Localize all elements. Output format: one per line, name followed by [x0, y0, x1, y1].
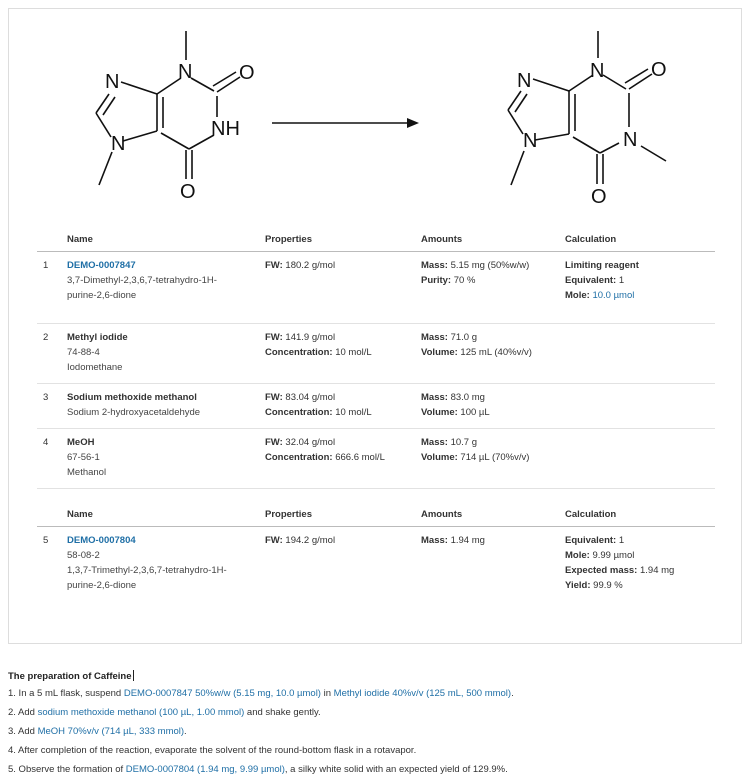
compound-iupac: 3,7-Dimethyl-2,3,6,7-tetrahydro-1H-: [67, 275, 217, 286]
reagent-link[interactable]: Methyl iodide 40%v/v (125 mL, 500 mmol): [333, 688, 512, 699]
header-name: Name: [63, 230, 261, 252]
fw-label: FW:: [265, 392, 283, 403]
atom-o: O: [591, 186, 607, 208]
cell-properties: [261, 527, 417, 602]
reaction-panel: [8, 8, 742, 644]
step-text: 4. After completion of the reaction, evaporate the solvent of the round-bottom flask in a rotavapor.: [8, 745, 417, 756]
procedure-step: [8, 708, 744, 718]
equivalent-value: 1: [618, 275, 625, 286]
header-properties: Properties: [261, 230, 417, 252]
cell-name: [63, 324, 261, 384]
compound-name: MeOH: [67, 437, 95, 448]
compound-cas: 58-08-2: [67, 550, 100, 561]
compound-link[interactable]: DEMO-0007804: [67, 535, 136, 546]
procedure-title[interactable]: [8, 670, 744, 682]
reactants-table: [37, 230, 715, 489]
cell-properties: [261, 384, 417, 429]
cell-calculation: [561, 527, 715, 602]
table-row[interactable]: [37, 252, 715, 324]
reagent-link[interactable]: DEMO-0007847 50%w/w (5.15 mg, 10.0 µmol): [123, 688, 321, 699]
table-row[interactable]: [37, 429, 715, 489]
volume-value: 714 µL (70%v/v): [460, 452, 530, 463]
header-amounts: Amounts: [417, 230, 561, 252]
equivalent-value: 1: [618, 535, 625, 546]
table-row[interactable]: [37, 527, 715, 602]
mass-label: Mass:: [421, 392, 448, 403]
mass-value: 83.0 mg: [450, 392, 485, 403]
mass-value: 5.15 mg (50%w/w): [450, 260, 530, 271]
step-text: 5. Observe the formation of: [8, 764, 126, 775]
concentration-label: Concentration:: [265, 407, 333, 418]
equivalent-label: Equivalent:: [565, 535, 617, 546]
procedure-step: [8, 689, 744, 699]
row-index: 4: [37, 429, 63, 489]
equivalent-label: Equivalent:: [565, 275, 617, 286]
cell-name: [63, 527, 261, 602]
cell-calculation: [561, 429, 715, 489]
atom-n: N: [517, 70, 532, 92]
compound-iupac: Iodomethane: [67, 362, 123, 373]
cell-name: [63, 252, 261, 324]
cell-calculation: [561, 324, 715, 384]
volume-value: 125 mL (40%v/v): [460, 347, 532, 358]
compound-name: Methyl iodide: [67, 332, 128, 343]
procedure-step: [8, 765, 744, 775]
volume-value: 100 µL: [460, 407, 490, 418]
fw-label: FW:: [265, 535, 283, 546]
purity-value: 70 %: [453, 275, 476, 286]
theobromine-structure: [96, 31, 240, 185]
mass-value: 10.7 g: [450, 437, 477, 448]
compound-iupac-cont: purine-2,6-dione: [67, 290, 137, 301]
cell-name: [63, 429, 261, 489]
table-row[interactable]: [37, 324, 715, 384]
step-text: 2. Add: [8, 707, 38, 718]
compound-name: Sodium methoxide methanol: [67, 392, 197, 403]
cell-amounts: [417, 252, 561, 324]
step-text: in: [320, 688, 334, 699]
step-text: 1. In a 5 mL flask, suspend: [8, 688, 124, 699]
procedure-editor[interactable]: [8, 670, 744, 784]
header-index: [37, 505, 63, 527]
fw-label: FW:: [265, 332, 283, 343]
row-index: 5: [43, 535, 49, 546]
yield-value: 99.9 %: [593, 580, 623, 591]
products-table: [37, 505, 715, 601]
compound-iupac: Sodium 2-hydroxyacetaldehyde: [67, 407, 201, 418]
product-link[interactable]: DEMO-0007804 (1.94 mg, 9.99 µmol): [125, 764, 285, 775]
mass-value: 1.94 mg: [450, 535, 485, 546]
header-calculation: Calculation: [561, 230, 715, 252]
yield-label: Yield:: [565, 580, 591, 591]
atom-o: O: [239, 62, 255, 84]
atom-o: O: [180, 181, 196, 203]
mass-label: Mass:: [421, 332, 448, 343]
step-text: , a silky white solid with an expected yield of 129.9%.: [284, 764, 508, 775]
row-index: 2: [37, 324, 63, 384]
mole-value: 9.99 µmol: [592, 550, 635, 561]
cell-amounts: [417, 324, 561, 384]
header-name: Name: [63, 505, 261, 527]
mass-value: 71.0 g: [450, 332, 477, 343]
expected-mass-value: 1.94 mg: [639, 565, 675, 576]
atom-n: N: [178, 61, 193, 83]
compound-cas: 74-88-4: [67, 347, 100, 358]
step-text: and shake gently.: [244, 707, 321, 718]
volume-label: Volume:: [421, 452, 458, 463]
row-index: 1: [37, 252, 63, 324]
mole-label: Mole:: [565, 550, 590, 561]
concentration-value: 10 mol/L: [335, 407, 372, 418]
fw-label: FW:: [265, 437, 283, 448]
reagent-link[interactable]: MeOH 70%v/v (714 µL, 333 mmol): [37, 726, 185, 737]
procedure-step: [8, 746, 744, 756]
atom-nh: NH: [211, 118, 240, 140]
cell-properties: [261, 324, 417, 384]
table-header-row: [37, 505, 715, 527]
mole-value[interactable]: 10.0 µmol: [592, 290, 635, 301]
mass-label: Mass:: [421, 260, 448, 271]
cell-properties: [261, 429, 417, 489]
atom-o: O: [651, 59, 667, 81]
fw-value: 180.2 g/mol: [285, 260, 336, 271]
purity-label: Purity:: [421, 275, 452, 286]
cell-calculation: [561, 384, 715, 429]
expected-mass-label: Expected mass:: [565, 565, 638, 576]
atom-n: N: [623, 129, 638, 151]
row-index: 3: [37, 384, 63, 429]
step-text: 3. Add: [8, 726, 38, 737]
compound-iupac: 1,3,7-Trimethyl-2,3,6,7-tetrahydro-1H-: [67, 565, 227, 576]
table-header-row: [37, 230, 715, 252]
reaction-arrow: [272, 118, 419, 128]
concentration-label: Concentration:: [265, 347, 333, 358]
step-text: .: [184, 726, 187, 737]
compound-link[interactable]: DEMO-0007847: [67, 260, 136, 271]
limiting-reagent-label: Limiting reagent: [565, 260, 639, 271]
fw-value: 141.9 g/mol: [285, 332, 336, 343]
mass-label: Mass:: [421, 437, 448, 448]
atom-n: N: [105, 71, 120, 93]
cell-properties: [261, 252, 417, 324]
atom-n: N: [523, 130, 538, 152]
reagent-link[interactable]: sodium methoxide methanol (100 µL, 1.00 mmol): [37, 707, 245, 718]
mole-label: Mole:: [565, 290, 590, 301]
cell-amounts: [417, 527, 561, 602]
cell-amounts: [417, 384, 561, 429]
caffeine-structure: [508, 31, 666, 185]
text-cursor: [133, 670, 134, 681]
mass-label: Mass:: [421, 535, 448, 546]
cell-amounts: [417, 429, 561, 489]
compound-iupac-cont: purine-2,6-dione: [67, 580, 137, 591]
table-row[interactable]: [37, 384, 715, 429]
procedure-title-text: The preparation of Caffeine: [8, 671, 132, 682]
compound-cas: 67-56-1: [67, 452, 100, 463]
compound-iupac: Methanol: [67, 467, 107, 478]
cell-name: [63, 384, 261, 429]
fw-value: 32.04 g/mol: [285, 437, 336, 448]
concentration-label: Concentration:: [265, 452, 333, 463]
fw-value: 83.04 g/mol: [285, 392, 336, 403]
step-text: .: [511, 688, 514, 699]
atom-n: N: [590, 60, 605, 82]
procedure-step: [8, 727, 744, 737]
fw-value: 194.2 g/mol: [285, 535, 336, 546]
header-index: [37, 230, 63, 252]
cell-calculation: [561, 252, 715, 324]
concentration-value: 10 mol/L: [335, 347, 372, 358]
atom-n: N: [111, 133, 126, 155]
header-amounts: Amounts: [417, 505, 561, 527]
reaction-scheme: [9, 9, 743, 229]
volume-label: Volume:: [421, 407, 458, 418]
concentration-value: 666.6 mol/L: [335, 452, 385, 463]
header-calculation: Calculation: [561, 505, 715, 527]
fw-label: FW:: [265, 260, 283, 271]
volume-label: Volume:: [421, 347, 458, 358]
header-properties: Properties: [261, 505, 417, 527]
